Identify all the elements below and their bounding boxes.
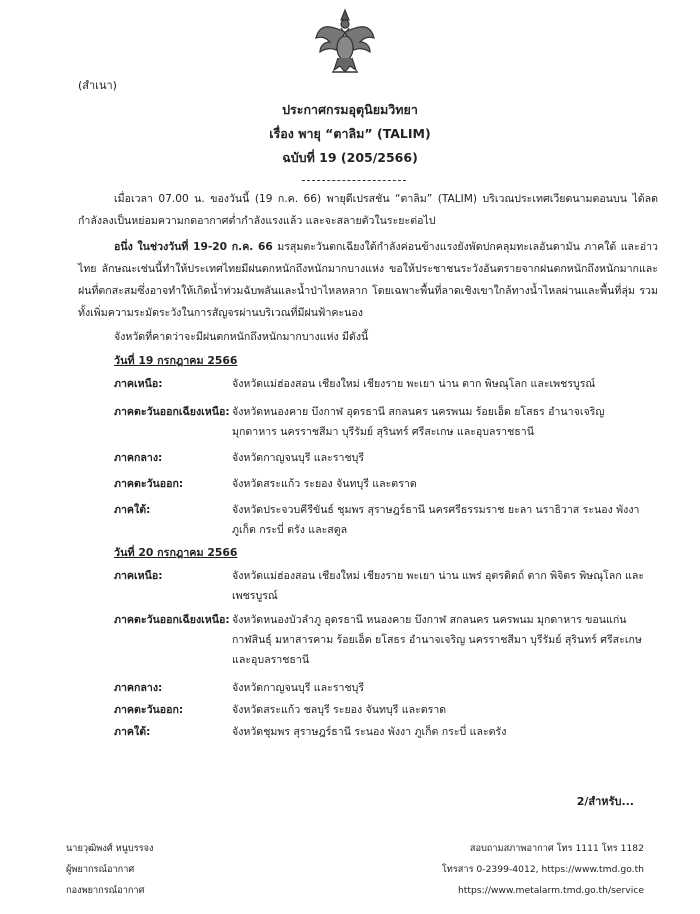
- region-name: ภาคตะวันออก:: [114, 478, 184, 490]
- region-provinces: จังหวัดแม่ฮ่องสอน เชียงใหม่ เชียงราย พะเยา น่าน ตาก พิษณุโลก และเพชรบูรณ์: [232, 378, 596, 390]
- contact-fax-website: โทรสาร 0-2399-4012, https://www.tmd.go.th: [441, 864, 644, 875]
- day-heading: วันที่ 19 กรกฎาคม 2566: [114, 354, 238, 367]
- contact-phone: สอบถามสภาพอากาศ โทร 1111 โทร 1182: [469, 843, 644, 854]
- region-name: ภาคเหนือ:: [114, 570, 163, 582]
- paragraph-monsoon-warning: [78, 236, 658, 324]
- paragraph-lead: อนึ่ง ในช่วงวันที่ 19-20 ก.ค. 66: [114, 241, 273, 253]
- title-divider: [302, 180, 406, 181]
- region-provinces: จังหวัดกาญจนบุรี และราชบุรี: [232, 452, 365, 464]
- announcement-issue: ฉบับที่ 19 (205/2566): [282, 150, 418, 165]
- contact-service-url: https://www.metalarm.tmd.go.th/service: [457, 885, 644, 896]
- region-provinces: จังหวัดกาญจนบุรี และราชบุรี: [232, 682, 365, 694]
- paragraph-body: มรสุมตะวันตกเฉียงใต้กำลังค่อนข้างแรงยังพัดปกคลุมทะเลอันดามัน ภาคใต้ และอ่าวไทย ลักษณะเช่นนี้ทำให้ประเทศไทยมีฝนตกหนักถึงหนักมากบางแห่ง ขอให้ประชาชนระวังอันตรายจากฝนตกหนักถึงหนักมากและฝนที่ตกสะสมซึ่งอาจทำให้เกิดน้ำท่วมฉับพลันและน้ำป่าไหลหลาก โดยเฉพาะพื้นที่ลาดเชิงเขาใกล้ทางน้ำไหลผ่านและพื้นที่ลุ่ม รวมทั้งเพิ่มความระมัดระวังในการสัญจรผ่านบริเวณที่มีฝนฟ้าคะนอง: [78, 241, 658, 319]
- region-provinces: จังหวัดสระแก้ว ชลบุรี ระยอง จันทบุรี และตราด: [232, 704, 447, 716]
- forecaster-division: กองพยากรณ์อากาศ: [66, 885, 145, 896]
- footer-forecaster: [66, 838, 153, 901]
- region-name: ภาคตะวันออกเฉียงเหนือ:: [114, 406, 230, 418]
- paragraph-storm-status: เมื่อเวลา 07.00 น. ของวันนี้ (19 ก.ค. 66) พายุดีเปรสชัน “ตาลิม” (TALIM) บริเวณประเทศเวียดนามตอนบน ได้ลดกำลังลงเป็นหย่อมความกดอากาศต่ำกำลังแรงแล้ว และจะสลายตัวในระยะต่อไป: [78, 193, 658, 227]
- next-page-marker: 2/สำหรับ...: [576, 795, 634, 808]
- day-heading: วันที่ 20 กรกฎาคม 2566: [114, 546, 238, 559]
- provinces-intro: จังหวัดที่คาดว่าจะมีฝนตกหนักถึงหนักมากบางแห่ง มีดังนี้: [114, 331, 369, 343]
- region-provinces: จังหวัดชุมพร สุราษฎร์ธานี ระนอง พังงา ภูเก็ต กระบี่ และตรัง: [232, 726, 507, 738]
- region-name: ภาคใต้:: [114, 504, 151, 516]
- region-provinces: จังหวัดแม่ฮ่องสอน เชียงใหม่ เชียงราย พะเยา น่าน แพร่ อุตรดิตถ์ ตาก พิจิตร พิษณุโลก และเพชรบูรณ์: [232, 570, 645, 602]
- copy-label: (สำเนา): [78, 79, 117, 92]
- region-name: ภาคตะวันออกเฉียงเหนือ:: [114, 614, 230, 626]
- footer-contact: [442, 838, 644, 901]
- region-provinces: จังหวัดประจวบคีรีขันธ์ ชุมพร สุราษฎร์ธานี นครศรีธรรมราช ยะลา นราธิวาส ระนอง พังงา ภูเก็ต กระบี่ ตรัง และสตูล: [232, 504, 640, 536]
- region-provinces: จังหวัดสระแก้ว ระยอง จันทบุรี และตราด: [232, 478, 417, 490]
- region-name: ภาคเหนือ:: [114, 378, 163, 390]
- announcement-title: ประกาศกรมอุตุนิยมวิทยา: [282, 102, 418, 117]
- region-name: ภาคใต้:: [114, 726, 151, 738]
- forecaster-title: ผู้พยากรณ์อากาศ: [66, 864, 135, 875]
- region-name: ภาคตะวันออก:: [114, 704, 184, 716]
- forecaster-name: นายวุฒิพงศ์ หนูบรรจง: [66, 843, 154, 854]
- region-provinces: จังหวัดหนองบัวลำภู อุดรธานี หนองคาย บึงกาฬ สกลนคร นครพนม มุกดาหาร ขอนแก่น กาฬสินธุ์ มหาสารคาม ร้อยเอ็ด ยโสธร อำนาจเจริญ นครราชสีมา บุรีรัมย์ สุรินทร์ ศรีสะเกษ และอุบลราชธานี: [232, 614, 642, 666]
- region-name: ภาคกลาง:: [114, 682, 163, 694]
- region-provinces: จังหวัดหนองคาย บึงกาฬ อุดรธานี สกลนคร นครพนม ร้อยเอ็ด ยโสธร อำนาจเจริญ มุกดาหาร นครราชสีมา บุรีรัมย์ สุรินทร์ ศรีสะเกษ และอุบลราชธานี: [232, 406, 605, 438]
- garuda-emblem-icon: [314, 8, 376, 76]
- announcement-subject: เรื่อง พายุ “ตาลิม” (TALIM): [269, 126, 431, 141]
- region-name: ภาคกลาง:: [114, 452, 163, 464]
